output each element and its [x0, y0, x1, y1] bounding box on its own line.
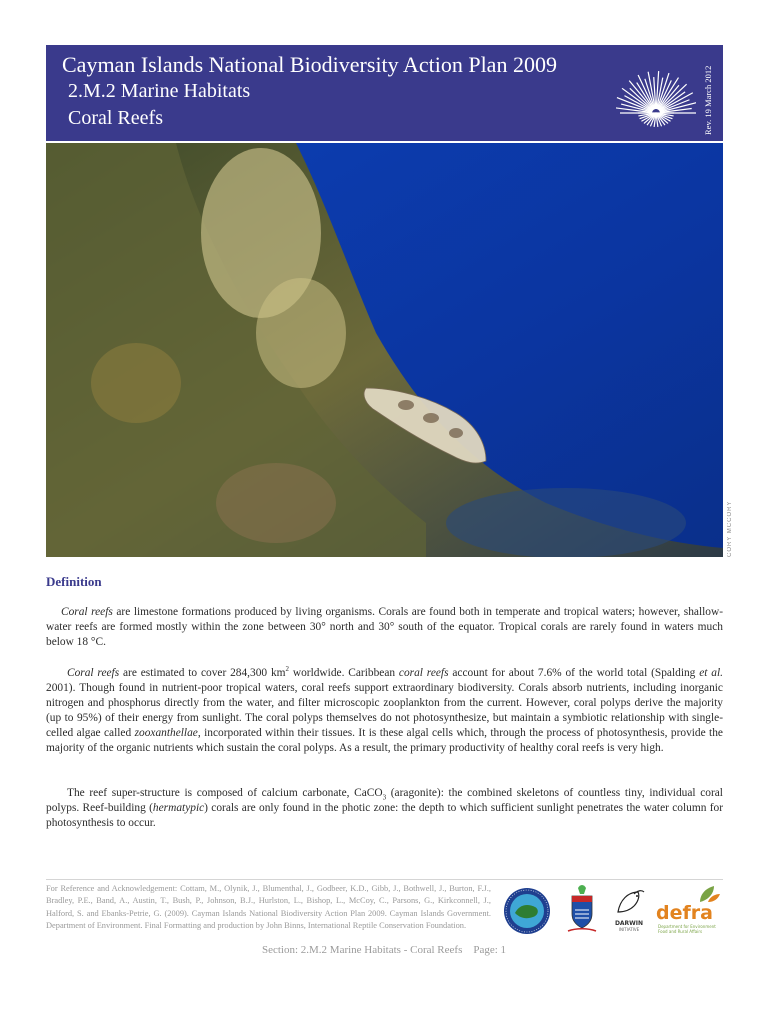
term-hermatypic: hermatypic — [152, 802, 205, 814]
term-coral-reefs: Coral reefs — [61, 606, 113, 618]
darwin-initiative-logo — [610, 884, 648, 936]
photo-credit: CORY MCCORY — [727, 500, 733, 557]
paragraph-1 — [46, 605, 723, 650]
defra-leaf-icon — [656, 884, 722, 904]
coral-reef-photo — [46, 143, 723, 557]
paragraph-text: , incorporated within their tissues. It is these algal cells which, through the process of photosynthesis, provide the majority of the organic nutrients which sustain the coral polyps. As a result, the primary productivity of healthy coral reefs is very high. — [46, 727, 723, 754]
subsection-title: Coral Reefs — [68, 107, 163, 129]
subscript: 3 — [382, 793, 387, 802]
sunburst-ray — [622, 88, 653, 110]
document-title: Cayman Islands National Biodiversity Action Plan 2009 — [62, 52, 557, 77]
darwin-bird-icon — [610, 884, 648, 920]
citation-et-al: et al. — [699, 667, 723, 679]
defra-logo — [656, 884, 722, 934]
sunburst-logo-icon — [616, 51, 696, 137]
biodiversity-logo-icon — [503, 887, 551, 935]
cayman-islands-crest-icon — [562, 884, 602, 936]
term-zooxanthellae: zooxanthellae — [134, 727, 198, 739]
footer-divider — [46, 879, 723, 880]
paragraph-2 — [46, 666, 723, 756]
defra-logo-text: defra — [656, 902, 713, 924]
defra-logo-subtext: Department for Environment Food and Rural Affairs — [658, 924, 716, 934]
paragraph-text: ) corals are only found in the photic zone: the depth to which sufficient sunlight penetrates the water column for photosynthesis to occur. — [46, 802, 723, 829]
paragraph-3 — [46, 786, 723, 831]
term-coral-reefs: Coral reefs — [67, 667, 120, 679]
paragraph-text: (aragonite): the combined skeletons of countless tiny, individual coral polyps. Reef-building ( — [46, 787, 723, 814]
darwin-logo-text: DARWIN — [614, 920, 644, 927]
section-title: 2.M.2 Marine Habitats — [68, 80, 251, 102]
paragraph-text: 2001). Though found in nutrient-poor tropical waters, coral reefs support extraordinary biodiversity. Corals absorb nutrients, including inorganic nitrogen and phosphorus directly from the water, and filter microscopic zooplankton from the current. However, coral polyps derive the majority (up to 95%) of their energy from sunlight. The coral polyps themselves do not photosynthesize, but maintain a symbiotic relationship with single-celled algae called — [46, 682, 723, 739]
superscript: 2 — [285, 665, 290, 674]
paragraph-text: The reef super-structure is composed of calcium carbonate, CaCO — [67, 787, 383, 799]
page-header — [46, 45, 723, 141]
acknowledgement-text: For Reference and Acknowledgement: Cottam, M., Olynik, J., Blumenthal, J., Godbeer, K.D., Gibb, J., Bothwell, J., Burton, F.J., Bradley, P.E., Band, A., Austin, T., Bush, P., Johnson, B.J., Hurlston, L., Bishop, L., McCoy, C., Parsons, G., Kirkconnell, J., Halford, S. and Ebanks-Petrie, G. (2009). Cayman Islands National Biodiversity Action Plan 2009. Cayman Islands Government. Department of Environment. Final Formatting and production by John Binns, International Reptile Conservation Foundation. — [46, 884, 491, 931]
definition-heading: Definition — [46, 574, 102, 589]
term-coral-reefs: coral reefs — [398, 667, 449, 679]
paragraph-text: worldwide. Caribbean — [289, 667, 399, 679]
photo-illustration — [46, 143, 723, 557]
page-footer: Section: 2.M.2 Marine Habitats - Coral Reefs Page: 1 — [261, 944, 507, 956]
paragraph-text: are estimated to cover 284,300 km — [119, 667, 286, 679]
paragraph-text: account for about 7.6% of the world total (Spalding — [448, 667, 700, 679]
paragraph-text: are limestone formations produced by living organisms. Corals are found both in temperate and tropical waters; however, shallow-water reefs are formed mostly within the zone between 30° north and 30° south of the equator. Tropical corals are rarely found in waters much below 18 °C. — [46, 606, 723, 648]
darwin-logo-subtext: INITIATIVE — [618, 927, 640, 932]
revision-note: Rev. 19 March 2012 — [703, 65, 713, 135]
